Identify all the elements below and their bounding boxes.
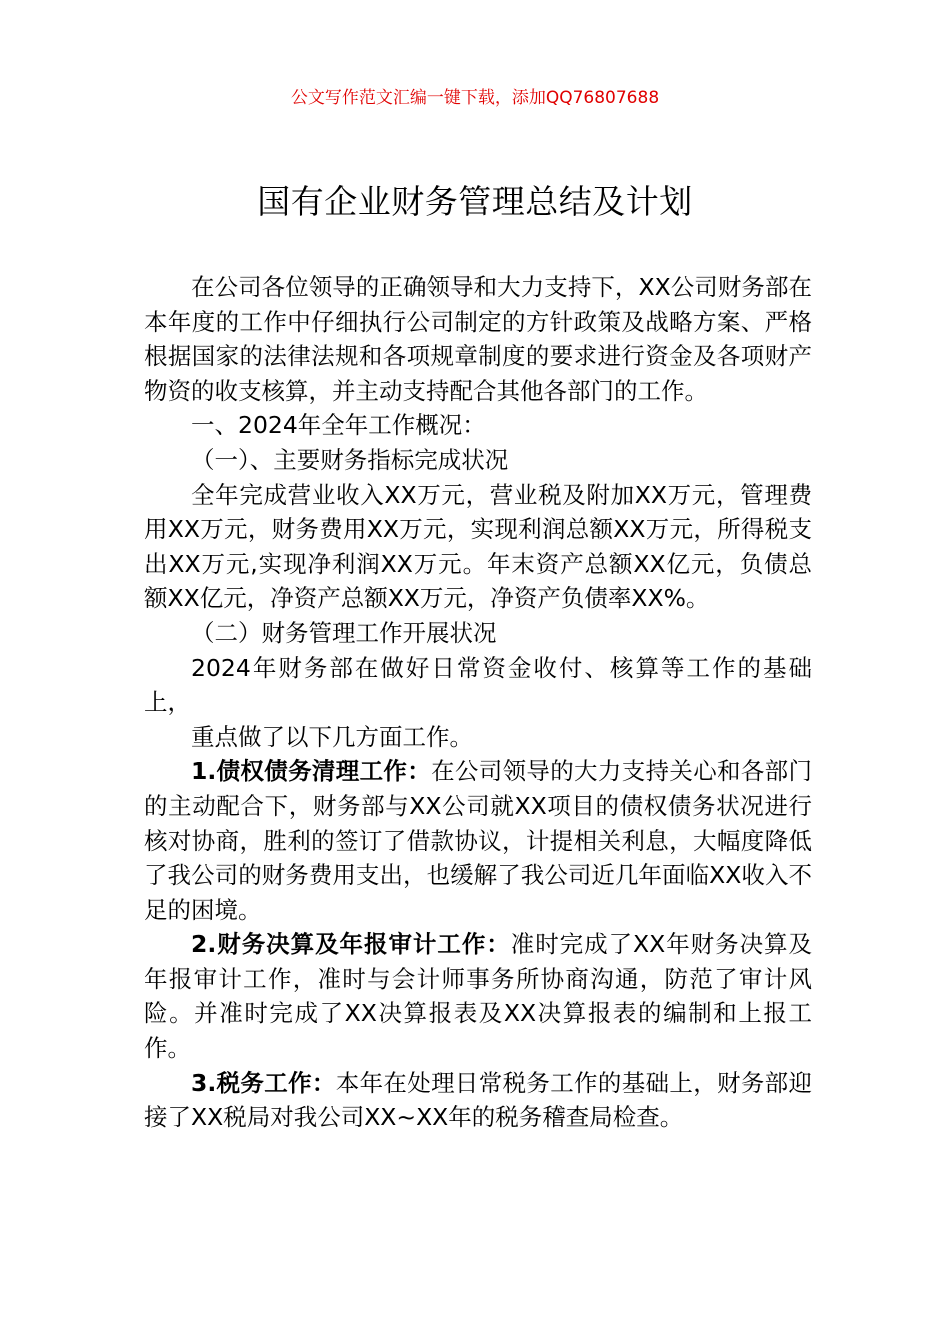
list-item xyxy=(144,927,812,1065)
list-item xyxy=(144,1066,812,1135)
item-text: 准时完成了XX年财务决算及年报审计工作，准时与会计师事务所协商沟通，防范了审计风险。并准时完成了XX决算报表及XX决算报表的编制和上报工作。 xyxy=(144,930,812,1063)
item-label: 3.税务工作： xyxy=(191,1068,336,1097)
subsection-heading: （一）、主要财务指标完成状况 xyxy=(191,445,509,474)
subsection-heading: （二）财务管理工作开展状况 xyxy=(191,618,497,647)
intro-paragraph: 在公司各位领导的正确领导和大力支持下，XX公司财务部在本年度的工作中仔细执行公司制定的方针政策及战略方案、严格根据国家的法律法规和各项规章制度的要求进行资金及各项财产物资的收支核算，并主动支持配合其他各部门的工作。 xyxy=(144,273,812,405)
item-label: 1.债权债务清理工作： xyxy=(191,757,432,786)
item-text: 本年在处理日常税务工作的基础上，财务部迎接了XX税局对我公司XX~XX年的税务稽查局检查。 xyxy=(144,1068,813,1132)
work-overview-paragraph: 重点做了以下几方面工作。 xyxy=(191,722,473,751)
section-heading: 一、2024年全年工作概况： xyxy=(191,411,486,440)
document-body xyxy=(144,270,812,1135)
work-overview-paragraph: 2024年财务部在做好日常资金收付、核算等工作的基础上， xyxy=(144,653,812,717)
financial-indicators-paragraph: 全年完成营业收入XX万元，营业税及附加XX万元，管理费用XX万元，财务费用XX万元，实现利润总额XX万元，所得税支出XX万元,实现净利润XX万元。年末资产总额XX亿元，负债总额XX亿元，净资产总额XX万元，净资产负债率XX%。 xyxy=(144,480,813,613)
item-text: 在公司领导的大力支持关心和各部门的主动配合下，财务部与XX公司就XX项目的债权债务状况进行核对协商，胜利的签订了借款协议，计提相关利息，大幅度降低了我公司的财务费用支出，也缓解了我公司近几年面临XX收入不足的困境。 xyxy=(144,757,813,924)
download-banner[interactable]: 公文写作范文汇编一键下载，添加QQ76807688 xyxy=(290,88,660,108)
item-label: 2.财务决算及年报审计工作： xyxy=(191,930,511,959)
page-title: 国有企业财务管理总结及计划 xyxy=(257,182,693,221)
list-item xyxy=(144,754,812,927)
